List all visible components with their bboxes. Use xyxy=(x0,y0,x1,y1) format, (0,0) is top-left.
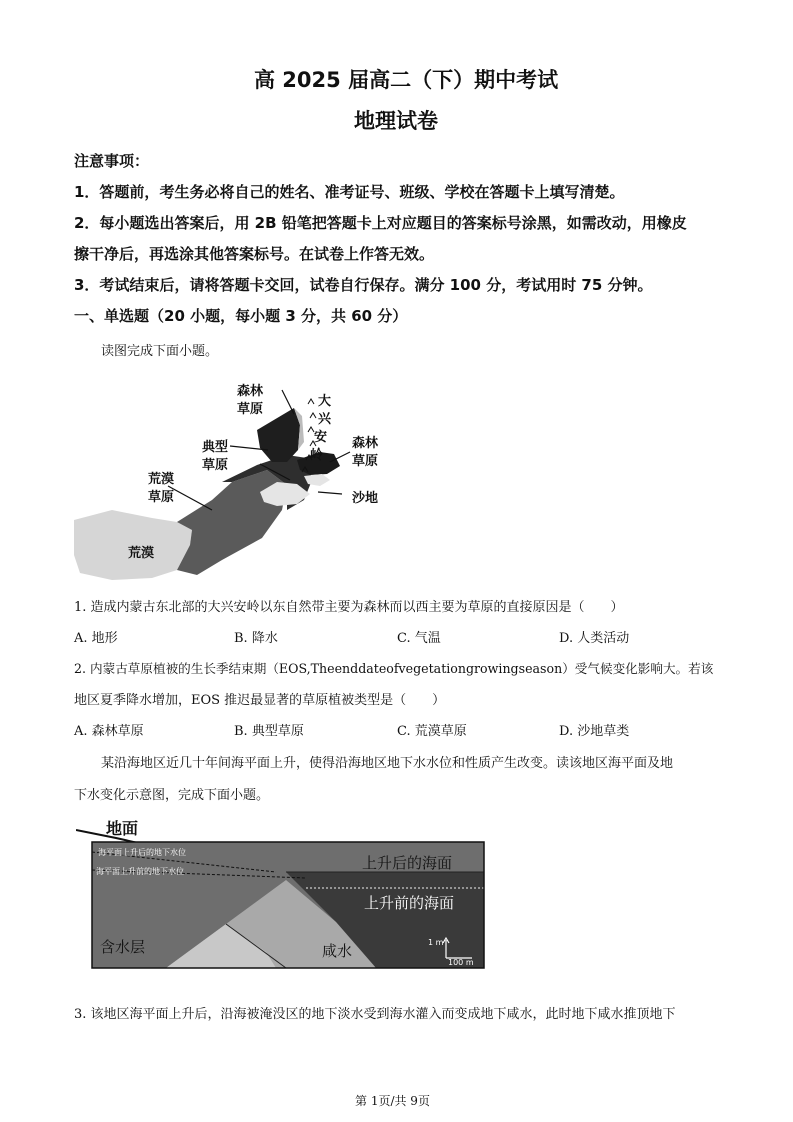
section-heading: 一、单选题（20 小题，每小题 3 分，共 60 分） xyxy=(74,307,408,325)
label-gw-after: 海平面上升后的地下水位 xyxy=(98,848,186,857)
subject-title: 地理试卷 xyxy=(354,109,438,133)
label-aquifer: 含水层 xyxy=(100,938,146,956)
label-typical-steppe: 典型 xyxy=(202,440,229,455)
q3-stem-1: 3. 该地区海平面上升后，沿海被淹没区的地下淡水受到海水灌入而变成地下咸水，此时地下咸水推顶地下 xyxy=(74,1007,676,1022)
label-forest-steppe-e: 森林 xyxy=(352,436,379,451)
q1-option-d: D. 人类活动 xyxy=(559,631,630,646)
label-forest-steppe-e-2: 草原 xyxy=(352,454,379,469)
notice-item-1: 1．答题前，考生务必将自己的姓名、准考证号、班级、学校在答题卡上填写清楚。 xyxy=(74,183,625,201)
intro-1: 读图完成下面小题。 xyxy=(101,344,219,359)
label-sea-after: 上升后的海面 xyxy=(362,854,453,872)
q1-option-b: B. 降水 xyxy=(234,631,278,646)
label-sea-before: 上升前的海面 xyxy=(364,894,455,912)
desert-steppe-region xyxy=(177,470,287,575)
exam-title: 高 2025 届高二（下）期中考试 xyxy=(254,68,559,92)
label-desert: 荒漠 xyxy=(128,546,155,561)
label-sandy: 沙地 xyxy=(352,491,379,506)
vegetation-map xyxy=(72,370,412,585)
forest-steppe-nw-region xyxy=(257,408,300,462)
label-saltwater: 咸水 xyxy=(322,942,353,960)
q1-option-c: C. 气温 xyxy=(397,631,441,646)
page-footer: 第 1页/共 9页 xyxy=(355,1094,430,1108)
notice-item-2b: 擦干净后，再选涂其他答案标号。在试卷上作答无效。 xyxy=(74,245,435,263)
intro-2-line-1: 某沿海地区近几十年间海平面上升，使得沿海地区地下水水位和性质产生改变。读该地区海平面及地 xyxy=(101,756,674,771)
label-forest-steppe-nw-2: 草原 xyxy=(237,402,264,417)
notice-heading: 注意事项： xyxy=(74,152,150,170)
label-ground: 地面 xyxy=(106,819,139,838)
q1-stem: 1. 造成内蒙古东北部的大兴安岭以东自然带主要为森林而以西主要为草原的直接原因是（ ） xyxy=(74,600,624,615)
q2-option-c: C. 荒漠草原 xyxy=(397,724,467,739)
q2-stem-2: 地区夏季降水增加，EOS 推迟最显著的草原植被类型是（ ） xyxy=(74,693,446,708)
notice-item-3: 3．考试结束后，请将答题卡交回，试卷自行保存。满分 100 分，考试用时 75 分钟。 xyxy=(74,276,653,294)
label-typical-steppe-2: 草原 xyxy=(202,458,229,473)
label-desert-steppe: 荒漠 xyxy=(148,472,175,487)
q2-option-b: B. 典型草原 xyxy=(234,724,304,739)
label-scale-h: 100 m xyxy=(448,958,474,967)
notice-item-2a: 2．每小题选出答案后，用 2B 铅笔把答题卡上对应题目的答案标号涂黑，如需改动，用橡皮 xyxy=(74,214,687,232)
q2-option-d: D. 沙地草类 xyxy=(559,724,630,739)
label-forest-steppe-nw: 森林 xyxy=(237,384,264,399)
sea-level-diagram xyxy=(76,812,496,972)
intro-2-line-2: 下水变化示意图，完成下面小题。 xyxy=(74,788,270,803)
label-scale-v: 1 m xyxy=(428,938,444,947)
q1-option-a: A. 地形 xyxy=(74,631,118,646)
label-mountain-2: 兴 xyxy=(318,412,332,427)
q2-stem-1: 2. 内蒙古草原植被的生长季结束期（EOS,Theenddateofvegetationgrowingseason）受气候变化影响大。若该 xyxy=(74,661,714,676)
label-mountain-3: 安 xyxy=(314,430,328,445)
q2-option-a: A. 森林草原 xyxy=(74,724,144,739)
label-desert-steppe-2: 草原 xyxy=(148,490,175,505)
label-mountain-4: 岭 xyxy=(310,448,324,463)
label-gw-before: 海平面上升前的地下水位 xyxy=(96,867,184,876)
label-mountain-1: 大 xyxy=(318,394,332,409)
